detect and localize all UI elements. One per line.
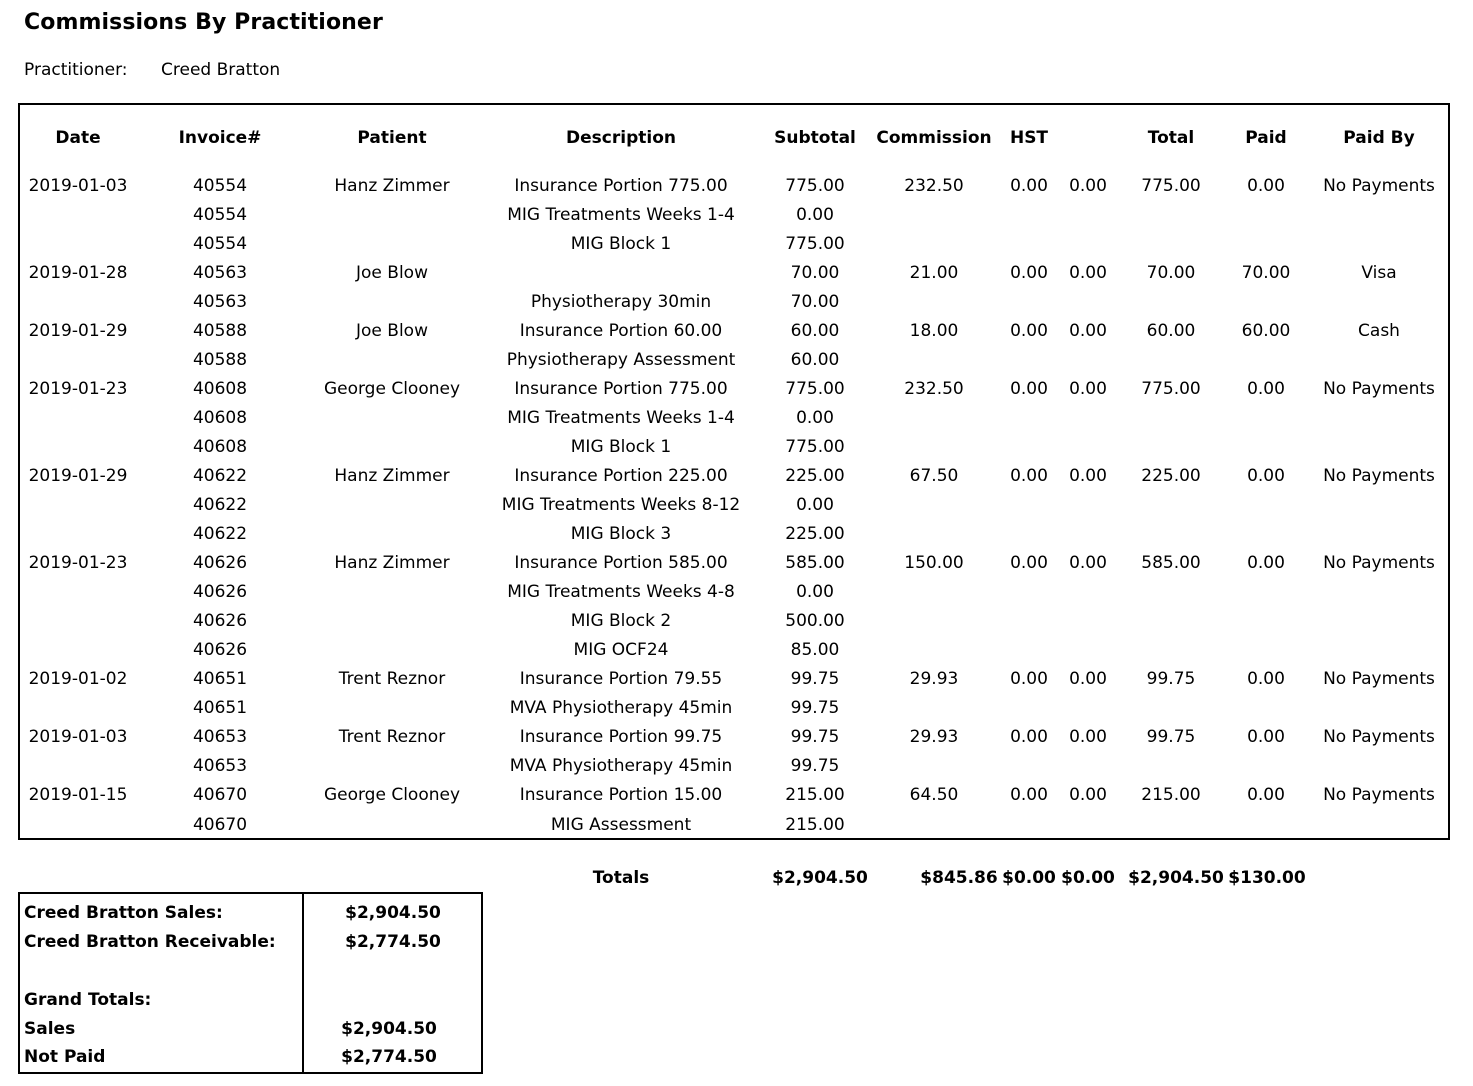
column-header-invoice: Invoice#: [178, 128, 262, 148]
cell-hst: 0.00: [1010, 263, 1048, 283]
totals-hst2: $0.00: [1061, 868, 1115, 888]
cell-invoice: 40588: [192, 321, 248, 341]
cell-date: 2019-01-23: [28, 553, 128, 573]
cell-paid: 0.00: [1247, 379, 1285, 399]
cell-patient: Hanz Zimmer: [334, 176, 450, 196]
cell-invoice: 40622: [192, 495, 248, 515]
cell-description: Physiotherapy Assessment: [506, 350, 736, 370]
cell-subtotal: 225.00: [785, 524, 845, 544]
cell-date: 2019-01-03: [28, 727, 128, 747]
cell-total: 775.00: [1141, 176, 1201, 196]
cell-description: Insurance Portion 79.55: [519, 669, 723, 689]
cell-invoice: 40563: [192, 263, 248, 283]
cell-date: 2019-01-29: [28, 466, 128, 486]
cell-patient: Trent Reznor: [338, 669, 446, 689]
cell-subtotal: 775.00: [785, 379, 845, 399]
totals-label: Totals: [592, 868, 650, 888]
cell-total: 99.75: [1146, 669, 1196, 689]
cell-hst2: 0.00: [1069, 321, 1107, 341]
cell-subtotal: 70.00: [790, 263, 840, 283]
cell-paid: 0.00: [1247, 553, 1285, 573]
cell-commission: 18.00: [909, 321, 959, 341]
sales-value: $2,904.50: [345, 903, 441, 923]
cell-subtotal: 0.00: [796, 582, 834, 602]
cell-description: MIG OCF24: [573, 640, 669, 660]
cell-commission: 29.93: [909, 669, 959, 689]
cell-description: MIG Block 3: [570, 524, 672, 544]
column-header-date: Date: [55, 128, 101, 148]
cell-hst2: 0.00: [1069, 553, 1107, 573]
cell-patient: Hanz Zimmer: [334, 466, 450, 486]
grand-totals-label: Grand Totals:: [24, 990, 152, 1010]
cell-hst2: 0.00: [1069, 785, 1107, 805]
cell-hst2: 0.00: [1069, 466, 1107, 486]
cell-description: Insurance Portion 60.00: [519, 321, 723, 341]
cell-date: 2019-01-03: [28, 176, 128, 196]
cell-commission: 150.00: [904, 553, 964, 573]
cell-date: 2019-01-23: [28, 379, 128, 399]
cell-patient: George Clooney: [323, 379, 461, 399]
cell-invoice: 40554: [192, 176, 248, 196]
grand-sales-label: Sales: [24, 1019, 76, 1039]
practitioner-label: Practitioner:: [24, 60, 128, 80]
totals-total: $2,904.50: [1128, 868, 1224, 888]
cell-paid-by: No Payments: [1323, 553, 1435, 573]
totals-commission: $845.86: [920, 868, 998, 888]
cell-paid-by: No Payments: [1323, 466, 1435, 486]
cell-invoice: 40626: [192, 582, 248, 602]
cell-description: MVA Physiotherapy 45min: [509, 698, 733, 718]
cell-invoice: 40554: [192, 234, 248, 254]
cell-invoice: 40554: [192, 205, 248, 225]
cell-subtotal: 99.75: [790, 756, 840, 776]
cell-invoice: 40670: [192, 815, 248, 835]
cell-description: MIG Block 1: [570, 437, 672, 457]
cell-hst2: 0.00: [1069, 263, 1107, 283]
cell-subtotal: 0.00: [796, 205, 834, 225]
cell-description: Insurance Portion 225.00: [514, 466, 728, 486]
cell-hst: 0.00: [1010, 466, 1048, 486]
totals-subtotal: $2,904.50: [772, 868, 868, 888]
cell-subtotal: 225.00: [785, 466, 845, 486]
column-header-paid: Paid: [1245, 128, 1287, 148]
cell-subtotal: 0.00: [796, 408, 834, 428]
cell-description: Physiotherapy 30min: [530, 292, 712, 312]
cell-invoice: 40651: [192, 698, 248, 718]
cell-commission: 232.50: [904, 176, 964, 196]
cell-invoice: 40626: [192, 611, 248, 631]
column-header-subtotal: Subtotal: [774, 128, 856, 148]
cell-description: Insurance Portion 775.00: [514, 176, 728, 196]
cell-description: MIG Treatments Weeks 4-8: [507, 582, 735, 602]
cell-paid-by: No Payments: [1323, 379, 1435, 399]
cell-invoice: 40653: [192, 727, 248, 747]
cell-description: MIG Block 2: [570, 611, 672, 631]
cell-invoice: 40626: [192, 640, 248, 660]
receivable-label: Creed Bratton Receivable:: [24, 932, 276, 952]
cell-subtotal: 775.00: [785, 234, 845, 254]
cell-invoice: 40651: [192, 669, 248, 689]
cell-subtotal: 99.75: [790, 727, 840, 747]
cell-paid: 0.00: [1247, 669, 1285, 689]
cell-date: 2019-01-28: [28, 263, 128, 283]
cell-subtotal: 99.75: [790, 669, 840, 689]
cell-commission: 29.93: [909, 727, 959, 747]
cell-invoice: 40622: [192, 466, 248, 486]
cell-total: 585.00: [1141, 553, 1201, 573]
cell-description: Insurance Portion 15.00: [519, 785, 723, 805]
cell-invoice: 40608: [192, 437, 248, 457]
receivable-value: $2,774.50: [345, 932, 441, 952]
cell-subtotal: 99.75: [790, 698, 840, 718]
cell-paid-by: Visa: [1361, 263, 1397, 283]
cell-description: MIG Treatments Weeks 1-4: [507, 408, 735, 428]
cell-paid: 0.00: [1247, 727, 1285, 747]
not-paid-label: Not Paid: [24, 1047, 106, 1067]
cell-invoice: 40653: [192, 756, 248, 776]
cell-description: Insurance Portion 775.00: [514, 379, 728, 399]
cell-description: MIG Treatments Weeks 8-12: [501, 495, 741, 515]
practitioner-name: Creed Bratton: [161, 60, 281, 80]
cell-total: 99.75: [1146, 727, 1196, 747]
cell-hst: 0.00: [1010, 727, 1048, 747]
cell-paid-by: No Payments: [1323, 727, 1435, 747]
cell-description: MIG Block 1: [570, 234, 672, 254]
cell-invoice: 40608: [192, 408, 248, 428]
cell-paid: 0.00: [1247, 785, 1285, 805]
cell-commission: 64.50: [909, 785, 959, 805]
column-header-description: Description: [566, 128, 676, 148]
column-header-patient: Patient: [357, 128, 427, 148]
cell-patient: George Clooney: [323, 785, 461, 805]
cell-commission: 232.50: [904, 379, 964, 399]
cell-subtotal: 215.00: [785, 785, 845, 805]
cell-subtotal: 85.00: [790, 640, 840, 660]
cell-paid-by: Cash: [1358, 321, 1400, 341]
cell-paid: 70.00: [1241, 263, 1291, 283]
cell-patient: Joe Blow: [356, 321, 428, 341]
summary-divider: [302, 892, 304, 1074]
cell-total: 225.00: [1141, 466, 1201, 486]
cell-paid: 60.00: [1241, 321, 1291, 341]
cell-subtotal: 585.00: [785, 553, 845, 573]
cell-commission: 21.00: [909, 263, 959, 283]
cell-description: MIG Assessment: [550, 815, 692, 835]
cell-patient: Hanz Zimmer: [334, 553, 450, 573]
cell-description: MIG Treatments Weeks 1-4: [507, 205, 735, 225]
column-header-hst: HST: [1009, 128, 1049, 148]
cell-hst2: 0.00: [1069, 379, 1107, 399]
cell-hst: 0.00: [1010, 669, 1048, 689]
cell-date: 2019-01-15: [28, 785, 128, 805]
totals-hst: $0.00: [1002, 868, 1056, 888]
cell-paid: 0.00: [1247, 466, 1285, 486]
column-header-total: Total: [1147, 128, 1195, 148]
cell-subtotal: 775.00: [785, 176, 845, 196]
column-header-commission: Commission: [876, 128, 992, 148]
cell-hst: 0.00: [1010, 785, 1048, 805]
cell-paid: 0.00: [1247, 176, 1285, 196]
cell-invoice: 40588: [192, 350, 248, 370]
sales-label: Creed Bratton Sales:: [24, 903, 223, 923]
cell-hst: 0.00: [1010, 176, 1048, 196]
cell-invoice: 40622: [192, 524, 248, 544]
cell-hst: 0.00: [1010, 321, 1048, 341]
cell-subtotal: 500.00: [785, 611, 845, 631]
cell-total: 775.00: [1141, 379, 1201, 399]
cell-invoice: 40626: [192, 553, 248, 573]
cell-total: 215.00: [1141, 785, 1201, 805]
cell-paid-by: No Payments: [1323, 176, 1435, 196]
cell-invoice: 40608: [192, 379, 248, 399]
cell-subtotal: 70.00: [790, 292, 840, 312]
cell-description: Insurance Portion 99.75: [519, 727, 723, 747]
cell-subtotal: 775.00: [785, 437, 845, 457]
cell-description: Insurance Portion 585.00: [514, 553, 728, 573]
cell-total: 70.00: [1146, 263, 1196, 283]
cell-hst: 0.00: [1010, 553, 1048, 573]
cell-description: MVA Physiotherapy 45min: [509, 756, 733, 776]
cell-subtotal: 60.00: [790, 321, 840, 341]
totals-paid: $130.00: [1228, 868, 1306, 888]
cell-hst2: 0.00: [1069, 669, 1107, 689]
report-title: Commissions By Practitioner: [24, 10, 383, 35]
cell-invoice: 40563: [192, 292, 248, 312]
cell-paid-by: No Payments: [1323, 785, 1435, 805]
cell-hst2: 0.00: [1069, 727, 1107, 747]
cell-patient: Joe Blow: [356, 263, 428, 283]
cell-hst2: 0.00: [1069, 176, 1107, 196]
grand-sales-value: $2,904.50: [341, 1019, 437, 1039]
cell-date: 2019-01-29: [28, 321, 128, 341]
cell-total: 60.00: [1146, 321, 1196, 341]
cell-paid-by: No Payments: [1323, 669, 1435, 689]
cell-subtotal: 60.00: [790, 350, 840, 370]
cell-patient: Trent Reznor: [338, 727, 446, 747]
cell-subtotal: 215.00: [785, 815, 845, 835]
cell-invoice: 40670: [192, 785, 248, 805]
cell-hst: 0.00: [1010, 379, 1048, 399]
cell-commission: 67.50: [909, 466, 959, 486]
column-header-paid-by: Paid By: [1343, 128, 1415, 148]
cell-date: 2019-01-02: [28, 669, 128, 689]
cell-subtotal: 0.00: [796, 495, 834, 515]
not-paid-value: $2,774.50: [341, 1047, 437, 1067]
